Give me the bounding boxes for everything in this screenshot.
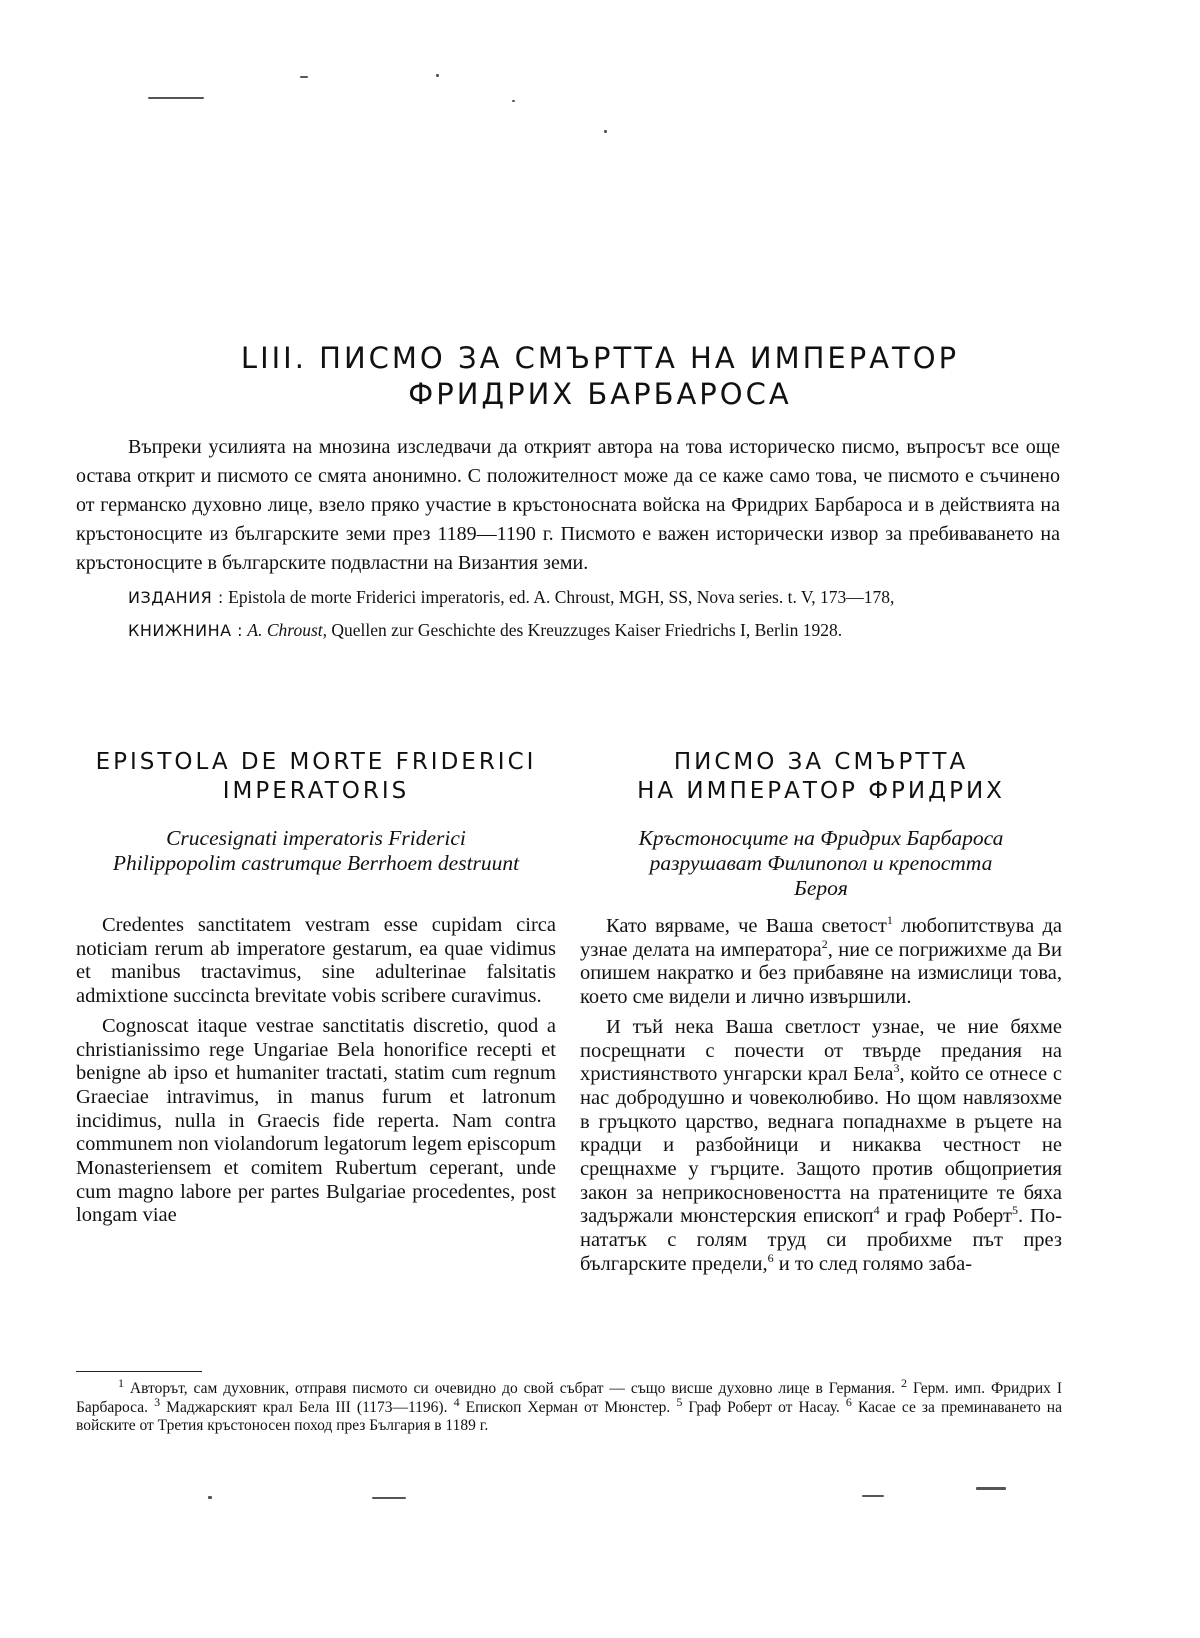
footnote-number: 4 (453, 1394, 460, 1409)
footnotes (76, 1375, 1063, 1436)
text-run: . По-нататък с голям труд си пробихме път през българските предели, (580, 1205, 1062, 1275)
bulgarian-subtitle-line-2: разрушават Филипопол и крепостта (649, 851, 993, 875)
footnote-number: 5 (676, 1394, 683, 1409)
text-run: и то след голямо заба- (773, 1252, 973, 1275)
footnote-number: 3 (154, 1394, 161, 1409)
footnote-text: Герм. имп. Фридрих I Барбароса. (76, 1380, 1063, 1416)
text-run: , ние се погрижихме да Ви опишем накратко и без прибавяне на измислици това, което сме видели и лично извършили. (580, 938, 1063, 1009)
scan-speck (436, 74, 439, 77)
footnote-ref: 1 (886, 913, 893, 928)
footnote-number: 1 (118, 1375, 124, 1390)
editions-label: ИЗДАНИЯ : (128, 588, 224, 607)
footnote-text: Граф Роберт от Насау. (682, 1398, 846, 1416)
scan-speck (300, 76, 308, 78)
bulgarian-subtitle-line-3: Берoя (794, 876, 848, 900)
latin-title (76, 748, 556, 806)
latin-paragraph-1: Credentes sanctitatem vestram esse cupidam circa noticiam rerum ab imperatore gestarum, ea quae vidimus et manibus tractavimus, sine adulterinae falsitatis admixtione succincta brevitate vobis scribere curavimus. (76, 914, 556, 1008)
scan-speck (862, 1495, 884, 1497)
page-title (0, 340, 1200, 412)
latin-subtitle-line-2: Philippopolim castrumque Berrhoem destruunt (112, 851, 520, 875)
text-run: И тъй нека Ваша светлост узнае, че ние бяхме посрещнати с почести от твърде предания на християнството унгарски крал Бела (580, 1015, 1062, 1086)
bulgarian-subtitle-line-1: Кръстоносците на Фридрих Барбароса (638, 826, 1004, 850)
footnote-ref: 6 (767, 1251, 774, 1266)
editions-line (76, 584, 1060, 611)
bulgarian-paragraph-2 (580, 1016, 1062, 1277)
intro-paragraph: Въпреки усилията на мнозина изследвачи да открият автора на това историческо писмо, въпросът все още остава открит и писмото се смята анонимно. С положителност може да се каже само това, че писмото е съчинено от германско духовно лице, взело пряко участие в кръстоносната войска на Фридрих Барбароса и в действията на кръстоносците из българските земи през 1189—1190 г. Писмото е важен исторически извор за пребиваването на кръстоносците в българските подвластни на Византия земи. (76, 436, 1060, 574)
intro-section (76, 433, 1060, 644)
footnote-ref: 2 (821, 936, 828, 951)
scan-speck (604, 130, 607, 133)
literature-text: Quellen zur Geschichte des Kreuzzuges Kaiser Friedrichs I, Berlin 1928. (331, 620, 843, 640)
bulgarian-paragraph-1 (580, 915, 1062, 1010)
bulgarian-title-line-1: ПИСМО ЗА СМЪРТТА (673, 749, 969, 775)
latin-paragraph-2: Cognoscat itaque vestrae sanctitatis discretio, quod a christianissimo rege Ungariae Bela honorifice recepti et benigne ab ipso et humaniter tractati, statim cum regnum Graeciae intravimus, in manus furum et latronum incidimus, nulla in Graecis fide reperta. Nam contra communem non violandorum legatorum legem episcopum Monasteriensem et comitem Rubertum ceperant, unde cum magno labore per partes Bulgariae procedentes, post longam viae (76, 1014, 556, 1227)
footnote-divider (76, 1371, 202, 1372)
footnote-text: Маджарският крал Бела III (1173—1196). (160, 1398, 454, 1416)
text-run: и граф Роберт (879, 1205, 1012, 1228)
page-title-line-2: ФРИДРИХ БАРБАРОСА (408, 377, 792, 411)
bulgarian-body (580, 915, 1062, 1277)
editions-text: Epistola de morte Friderici imperatoris, ed. A. Chroust, MGH, SS, Nova series. t. V, 173—178, (228, 587, 895, 607)
bulgarian-subtitle (580, 826, 1062, 901)
footnote-number: 2 (901, 1375, 908, 1390)
latin-body (76, 914, 556, 1228)
bulgarian-title-line-2: НА ИМПЕРАТОР ФРИДРИХ (637, 778, 1005, 804)
text-run: любопитствува да узнае делата на императора (580, 915, 1062, 961)
text-run: , който се отнесе с нас добродушно и човеколюбиво. Но щом навлязохме в гръцкото царство, веднага попаднахме в ръцете на крадци и разбойници и никаква честност не срещнахме у гърците. Защото против общоприетия закон за неприкосновеността на пратениците те бяха задържали мюнстерския епископ (580, 1063, 1063, 1228)
page-title-line-1: LIII. ПИСМО ЗА СМЪРТТА НА ИМПЕРАТОР (240, 341, 960, 375)
latin-subtitle (76, 826, 556, 876)
latin-column (76, 748, 556, 1234)
scan-speck (372, 1497, 406, 1499)
latin-title-line-1: EPISTOLA DE MORTE FRIDERICI (95, 749, 537, 775)
bulgarian-column (580, 748, 1062, 1283)
literature-line (76, 617, 1060, 644)
scan-speck (148, 97, 204, 99)
footnote-text: Касае се за преминаването на войските от Третия кръстоносен поход през България в 1189 г. (76, 1398, 1062, 1434)
footnote-number: 6 (845, 1394, 852, 1409)
latin-title-line-2: IMPERATORIS (222, 778, 410, 804)
footnote-text: Епископ Херман от Мюнстер. (459, 1398, 677, 1416)
footnote-ref: 4 (873, 1203, 880, 1218)
literature-label: КНИЖНИНА : (128, 621, 244, 640)
literature-author: A. Chroust, (247, 620, 327, 640)
scan-speck (208, 1496, 212, 1499)
latin-subtitle-line-1: Crucesignati imperatoris Friderici (166, 826, 466, 850)
scan-speck (976, 1487, 1006, 1490)
footnote-text: Авторът, сам духовник, отправя писмото си очевидно до свой събрат — също висше духовно лице в Германия. (124, 1380, 902, 1397)
footnote-ref: 3 (893, 1061, 900, 1076)
text-run: Като вярваме, че Ваша светост (606, 915, 887, 937)
scan-speck (512, 100, 515, 102)
bulgarian-title (580, 748, 1062, 806)
footnote-ref: 5 (1011, 1203, 1018, 1218)
